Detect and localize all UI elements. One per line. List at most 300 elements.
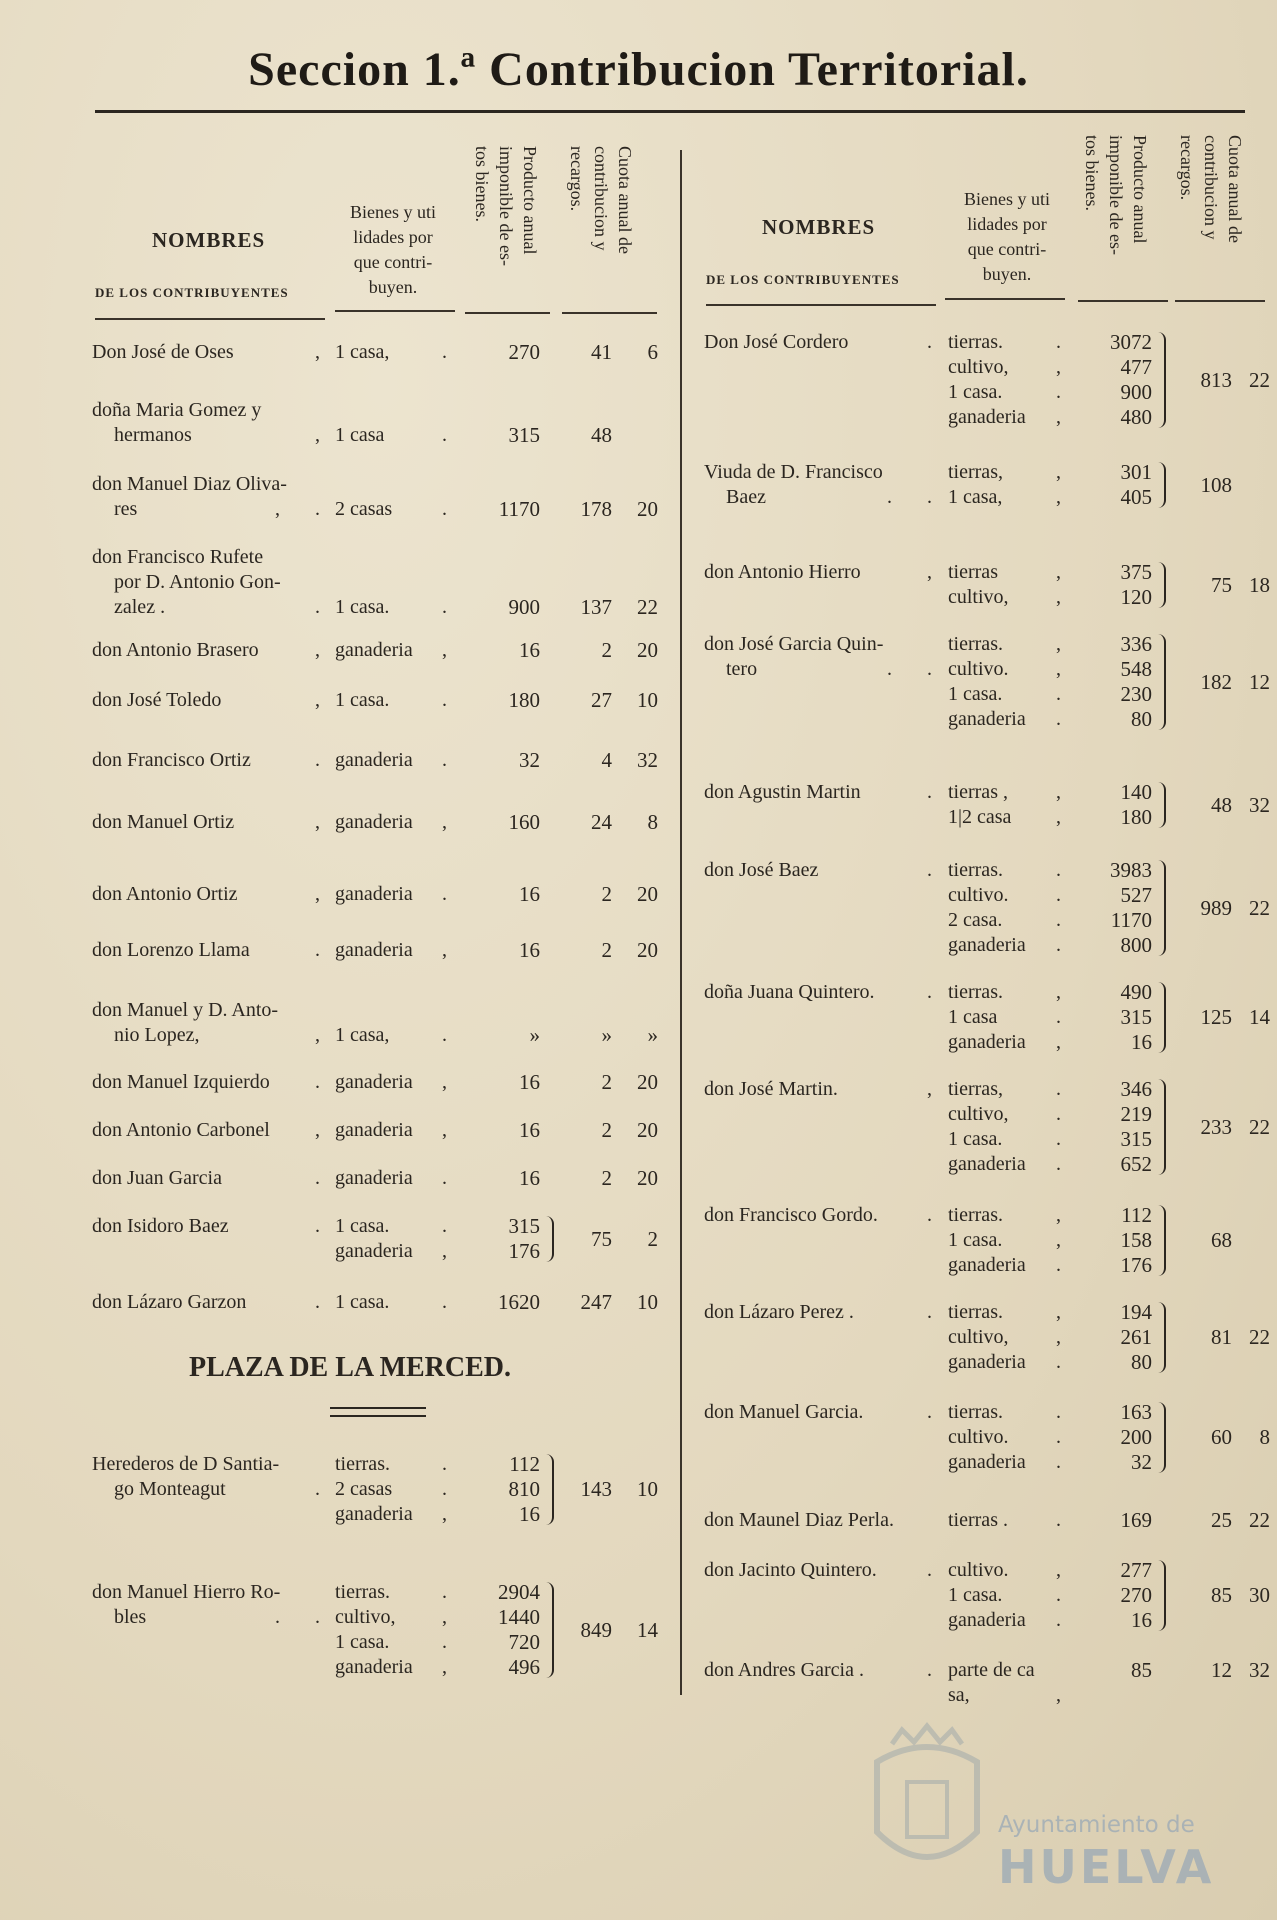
property-punctuation: . (1056, 1609, 1061, 1631)
property-punctuation: , (442, 1606, 447, 1628)
product-value: 800 (1120, 933, 1152, 957)
product-value: 176 (508, 1239, 540, 1263)
property-item: ganaderia (948, 1254, 1026, 1276)
property-punctuation: , (1056, 1559, 1061, 1581)
property-item: cultivo, (948, 356, 1009, 378)
property-item: 1 casa. (335, 1631, 390, 1653)
contributor-name: don Manuel Hierro Ro- (92, 1581, 281, 1603)
title-rule (95, 110, 1245, 113)
cuota-fraction: 20 (637, 497, 658, 521)
grouping-brace (1158, 982, 1166, 1053)
property-item: 1 casa. (335, 1291, 390, 1313)
contributor-name: don Antonio Hierro (704, 561, 861, 583)
contributor-name: Baez (726, 486, 766, 508)
name-punctuation: . (927, 331, 932, 353)
property-item: 1 casa (335, 424, 385, 446)
property-item: ganaderia (335, 883, 413, 905)
product-value: 315 (508, 423, 540, 447)
contributor-name: doña Juana Quintero. (704, 981, 875, 1003)
product-value: 375 (1120, 560, 1152, 584)
name-punctuation: . (887, 658, 892, 680)
property-punctuation: , (1056, 406, 1061, 428)
property-punctuation: . (1056, 331, 1061, 353)
property-item: sa, (948, 1684, 970, 1706)
property-item: ganaderia (335, 749, 413, 771)
contributor-name: don Antonio Ortiz (92, 883, 238, 905)
product-value: 16 (519, 1118, 540, 1142)
cuota-fraction: 30 (1249, 1583, 1270, 1607)
contributor-name: go Monteagut (114, 1478, 226, 1500)
contributor-name: don Lorenzo Llama (92, 939, 250, 961)
property-punctuation: . (1056, 909, 1061, 931)
property-punctuation: . (1056, 1584, 1061, 1606)
cuota-amount: 48 (591, 423, 612, 447)
product-value: 16 (519, 938, 540, 962)
contributor-name: Don José de Oses (92, 341, 234, 363)
property-item: 2 casas (335, 1478, 393, 1500)
property-item: 1 casa. (948, 381, 1003, 403)
property-punctuation: , (1056, 561, 1061, 583)
product-value: 194 (1120, 1300, 1152, 1324)
name-punctuation: . (927, 486, 932, 508)
left-header-contribuyentes: DE LOS CONTRIBUYENTES (95, 285, 289, 300)
property-punctuation: . (442, 1291, 447, 1313)
grouping-brace (1158, 1560, 1166, 1631)
product-value: 277 (1120, 1558, 1152, 1582)
property-item: ganaderia (948, 934, 1026, 956)
cuota-amount: 182 (1200, 669, 1232, 694)
product-value: 477 (1120, 355, 1152, 379)
property-item: ganaderia (948, 1031, 1026, 1053)
property-item: 1 casa. (948, 683, 1003, 705)
property-punctuation: . (442, 1167, 447, 1189)
grouping-brace (1158, 1302, 1166, 1373)
property-item: tierras. (948, 331, 1003, 353)
product-value: 270 (1120, 1583, 1152, 1607)
cuota-fraction: 20 (637, 882, 658, 906)
name-punctuation: . (927, 981, 932, 1003)
property-punctuation: , (1056, 1204, 1061, 1226)
property-item: 2 casa. (948, 909, 1003, 931)
product-value: 301 (1120, 460, 1152, 484)
cuota-amount: 75 (1211, 572, 1232, 597)
product-value: 180 (508, 688, 540, 712)
property-punctuation: , (1056, 1326, 1061, 1348)
name-punctuation: . (315, 1291, 320, 1313)
contributor-name: don José Martin. (704, 1078, 838, 1100)
name-punctuation: . (315, 1071, 320, 1093)
product-value: 1170 (498, 497, 540, 521)
cuota-amount: 60 (1211, 1425, 1232, 1449)
property-item: tierras. (948, 1301, 1003, 1323)
cuota-amount: 108 (1200, 472, 1232, 497)
left-header-cuota: Cuota anual de contribucion y recargos. (567, 146, 635, 254)
property-punctuation: . (442, 689, 447, 711)
product-value: 3983 (1110, 858, 1152, 882)
name-punctuation: . (927, 1659, 932, 1681)
property-punctuation: . (442, 1631, 447, 1653)
cuota-amount: 24 (591, 810, 612, 834)
grouping-brace (1158, 562, 1166, 608)
name-punctuation: . (887, 486, 892, 508)
cuota-fraction: 20 (637, 638, 658, 662)
product-value: 900 (508, 595, 540, 619)
property-punctuation: , (1056, 586, 1061, 608)
contributor-name: por D. Antonio Gon- (114, 571, 281, 593)
contributor-name: don José Toledo (92, 689, 222, 711)
property-item: tierras. (948, 633, 1003, 655)
contributor-name: don Agustin Martin (704, 781, 861, 803)
property-punctuation: , (1056, 633, 1061, 655)
cuota-amount: 81 (1211, 1325, 1232, 1349)
name-punctuation: . (315, 1215, 320, 1237)
name-punctuation: , (315, 811, 320, 833)
product-value: 315 (1120, 1005, 1152, 1029)
property-punctuation: . (1056, 1426, 1061, 1448)
name-punctuation: . (315, 498, 320, 520)
contributor-name: don José Baez (704, 859, 819, 881)
property-punctuation: . (1056, 683, 1061, 705)
property-item: ganaderia (335, 1503, 413, 1525)
property-item: tierras. (335, 1453, 390, 1475)
cuota-amount: 75 (591, 1226, 612, 1251)
contributor-name: Herederos de D Santia- (92, 1453, 280, 1475)
property-item: parte de ca (948, 1659, 1035, 1681)
cuota-fraction: 20 (637, 1166, 658, 1190)
property-punctuation: , (442, 1119, 447, 1141)
contributor-name: bles (114, 1606, 147, 1628)
property-punctuation: , (1056, 1229, 1061, 1251)
property-punctuation: . (1056, 884, 1061, 906)
property-punctuation: . (442, 424, 447, 446)
name-punctuation: . (927, 658, 932, 680)
cuota-amount: 849 (580, 1617, 612, 1642)
property-punctuation: . (1056, 1451, 1061, 1473)
cuota-fraction: 10 (637, 1477, 658, 1501)
product-value: 80 (1131, 1350, 1152, 1374)
property-item: tierras. (948, 981, 1003, 1003)
contributor-name: don Francisco Gordo. (704, 1204, 878, 1226)
property-punctuation: . (442, 341, 447, 363)
name-punctuation: . (275, 1606, 280, 1628)
right-header-cuota: Cuota anual de contribucion y recargos. (1177, 135, 1245, 243)
property-punctuation: . (442, 1478, 447, 1500)
product-value: 1170 (1110, 908, 1152, 932)
property-punctuation: , (442, 1071, 447, 1093)
name-punctuation: , (315, 1024, 320, 1046)
cuota-fraction: 14 (1249, 1005, 1270, 1029)
contributor-name: don Manuel y D. Anto- (92, 999, 279, 1021)
product-value: 810 (508, 1477, 540, 1501)
property-punctuation: , (442, 1240, 447, 1262)
name-punctuation: . (927, 859, 932, 881)
cuota-fraction: 20 (637, 1118, 658, 1142)
coat-of-arms-watermark-icon (862, 1722, 992, 1882)
property-item: 1 casa. (948, 1584, 1003, 1606)
product-value: 160 (508, 810, 540, 834)
property-punctuation: , (442, 639, 447, 661)
cuota-amount: 813 (1200, 367, 1232, 392)
left-header-rule (335, 310, 455, 312)
product-value: 16 (519, 1502, 540, 1526)
cuota-fraction: 22 (1249, 367, 1270, 392)
left-header-bienes: Bienes y uti lidades por que contri- buyen. (350, 202, 436, 297)
product-value: 405 (1120, 485, 1152, 509)
contributor-name: don Francisco Rufete (92, 546, 264, 568)
property-punctuation: , (442, 939, 447, 961)
name-punctuation: . (927, 1301, 932, 1323)
name-punctuation: , (927, 1078, 932, 1100)
product-value: 261 (1120, 1325, 1152, 1349)
property-item: tierras. (948, 1401, 1003, 1423)
property-item: cultivo. (948, 1559, 1009, 1581)
property-punctuation: , (1056, 461, 1061, 483)
name-punctuation: . (927, 1204, 932, 1226)
property-punctuation: . (1056, 1103, 1061, 1125)
property-punctuation: . (1056, 1401, 1061, 1423)
property-item: 2 casas (335, 498, 393, 520)
cuota-amount: 989 (1200, 895, 1232, 920)
property-item: ganaderia (335, 1240, 413, 1262)
grouping-brace (1158, 1079, 1166, 1175)
contributor-name: don Lázaro Garzon (92, 1291, 247, 1313)
property-item: tierras . (948, 1509, 1008, 1531)
cuota-amount: 2 (601, 638, 612, 662)
property-item: 1 casa. (335, 596, 390, 618)
property-item: 1 casa (948, 1006, 998, 1028)
right-header-rule (706, 304, 936, 306)
contributor-name: don Andres Garcia . (704, 1659, 864, 1681)
property-item: tierras. (948, 859, 1003, 881)
product-value: 200 (1120, 1425, 1152, 1449)
product-value: 112 (1121, 1203, 1152, 1227)
contributor-name: don Manuel Diaz Oliva- (92, 473, 287, 495)
name-punctuation: , (315, 689, 320, 711)
property-item: cultivo. (948, 658, 1009, 680)
product-value: » (529, 1023, 540, 1047)
grouping-brace (1158, 860, 1166, 956)
cuota-fraction: » (647, 1023, 658, 1047)
grouping-brace (1158, 462, 1166, 508)
property-item: tierras, (948, 1078, 1003, 1100)
property-item: ganaderia (948, 708, 1026, 730)
product-value: 480 (1120, 405, 1152, 429)
contributor-name: don Isidoro Baez (92, 1215, 229, 1237)
cuota-amount: 2 (601, 938, 612, 962)
property-punctuation: . (442, 1215, 447, 1237)
property-item: 1|2 casa (948, 806, 1012, 828)
right-header-rule (945, 298, 1065, 300)
property-punctuation: , (442, 1503, 447, 1525)
product-value: 80 (1131, 707, 1152, 731)
property-punctuation: . (442, 1024, 447, 1046)
product-value: 2904 (498, 1580, 540, 1604)
name-punctuation: , (315, 639, 320, 661)
left-header-producto: Producto anual imponible de es- tos bienes. (472, 146, 540, 266)
contributor-name: don Jacinto Quintero. (704, 1559, 877, 1581)
product-value: 85 (1131, 1658, 1152, 1682)
right-header-bienes: Bienes y uti lidades por que contri- buyen. (964, 189, 1050, 284)
contributor-name: zalez . (114, 596, 166, 618)
cuota-fraction: 22 (1249, 1508, 1270, 1532)
property-punctuation: . (1056, 1006, 1061, 1028)
left-header-rule (465, 312, 550, 314)
property-item: tierras (948, 561, 998, 583)
property-punctuation: , (1056, 981, 1061, 1003)
property-punctuation: , (442, 811, 447, 833)
contributor-name: don Antonio Brasero (92, 639, 259, 661)
cuota-fraction: 22 (1249, 1325, 1270, 1349)
property-punctuation: . (442, 1581, 447, 1603)
property-item: ganaderia (335, 1167, 413, 1189)
name-punctuation: . (927, 1401, 932, 1423)
property-item: cultivo. (948, 884, 1009, 906)
property-item: cultivo, (335, 1606, 396, 1628)
grouping-brace (1158, 782, 1166, 828)
property-punctuation: , (1056, 806, 1061, 828)
product-value: 336 (1120, 632, 1152, 656)
watermark-text: Ayuntamiento de (998, 1812, 1195, 1838)
cuota-amount: 178 (580, 497, 612, 521)
property-punctuation: . (1056, 1351, 1061, 1373)
property-item: 1 casa. (948, 1128, 1003, 1150)
grouping-brace (1158, 1402, 1166, 1473)
product-value: 900 (1120, 380, 1152, 404)
product-value: 315 (1120, 1127, 1152, 1151)
cuota-fraction: 20 (637, 938, 658, 962)
cuota-fraction: 22 (637, 595, 658, 619)
product-value: 496 (508, 1655, 540, 1679)
grouping-brace (1158, 1205, 1166, 1276)
property-punctuation: , (1056, 356, 1061, 378)
property-punctuation: . (1056, 1153, 1061, 1175)
property-punctuation: . (442, 596, 447, 618)
name-punctuation: . (315, 1478, 320, 1500)
name-punctuation: . (315, 749, 320, 771)
cuota-amount: 2 (601, 1118, 612, 1142)
product-value: 112 (509, 1452, 540, 1476)
product-value: 720 (508, 1630, 540, 1654)
grouping-brace (1158, 332, 1166, 428)
property-punctuation: , (1056, 781, 1061, 803)
product-value: 16 (1131, 1030, 1152, 1054)
cuota-fraction: 10 (637, 688, 658, 712)
name-punctuation: . (927, 1559, 932, 1581)
name-punctuation: . (927, 781, 932, 803)
right-header-rule (1175, 300, 1265, 302)
property-item: cultivo, (948, 1326, 1009, 1348)
name-punctuation: , (315, 424, 320, 446)
product-value: 1620 (498, 1290, 540, 1314)
product-value: 3072 (1110, 330, 1152, 354)
cuota-amount: 2 (601, 1166, 612, 1190)
product-value: 169 (1120, 1508, 1152, 1532)
contributor-name: doña Maria Gomez y (92, 399, 262, 421)
watermark-logo-text: HUELVA (998, 1840, 1215, 1894)
column-divider (680, 150, 682, 1695)
property-item: ganaderia (948, 406, 1026, 428)
property-item: ganaderia (335, 811, 413, 833)
contributor-name: Viuda de D. Francisco (704, 461, 883, 483)
cuota-fraction: 18 (1249, 572, 1270, 597)
cuota-amount: 25 (1211, 1508, 1232, 1532)
property-item: cultivo. (948, 1426, 1009, 1448)
product-value: 527 (1120, 883, 1152, 907)
cuota-amount: 125 (1200, 1005, 1232, 1029)
name-punctuation: . (315, 1606, 320, 1628)
property-punctuation: . (1056, 1509, 1061, 1531)
property-item: ganaderia (335, 1071, 413, 1093)
contributor-name: don Lázaro Perez . (704, 1301, 854, 1323)
cuota-amount: 233 (1200, 1114, 1232, 1139)
property-item: ganaderia (335, 939, 413, 961)
cuota-amount: » (601, 1023, 612, 1047)
property-punctuation: . (442, 883, 447, 905)
cuota-fraction: 32 (1249, 1658, 1270, 1682)
right-header-producto: Producto anual imponible de es- tos bienes. (1082, 135, 1150, 255)
cuota-fraction: 2 (647, 1226, 658, 1251)
cuota-fraction: 10 (637, 1290, 658, 1314)
contributor-name: don Juan Garcia (92, 1167, 222, 1189)
cuota-fraction: 32 (637, 748, 658, 772)
property-punctuation: , (1056, 658, 1061, 680)
property-punctuation: , (1056, 1684, 1061, 1706)
contributor-name: don Francisco Ortiz (92, 749, 251, 771)
product-value: 219 (1120, 1102, 1152, 1126)
property-item: tierras. (948, 1204, 1003, 1226)
product-value: 652 (1120, 1152, 1152, 1176)
product-value: 32 (1131, 1450, 1152, 1474)
name-punctuation: . (315, 939, 320, 961)
contributor-name: res (114, 498, 138, 520)
contributor-name: Don José Cordero (704, 331, 849, 353)
property-item: 1 casa. (335, 1215, 390, 1237)
property-item: tierras, (948, 461, 1003, 483)
cuota-amount: 2 (601, 1070, 612, 1094)
cuota-amount: 27 (591, 688, 612, 712)
cuota-amount: 137 (580, 595, 612, 619)
name-punctuation: , (315, 883, 320, 905)
cuota-fraction: 8 (647, 810, 658, 834)
product-value: 163 (1120, 1400, 1152, 1424)
property-punctuation: , (1056, 1301, 1061, 1323)
property-item: 1 casa, (335, 1024, 390, 1046)
left-header-rule (95, 318, 325, 320)
property-item: cultivo, (948, 586, 1009, 608)
property-item: ganaderia (948, 1351, 1026, 1373)
property-punctuation: . (1056, 1254, 1061, 1276)
contributor-name: tero (726, 658, 758, 680)
cuota-fraction: 32 (1249, 792, 1270, 817)
grouping-brace (1158, 634, 1166, 730)
name-punctuation: , (315, 1119, 320, 1141)
cuota-fraction: 6 (647, 340, 658, 364)
cuota-amount: 85 (1211, 1583, 1232, 1607)
cuota-amount: 12 (1211, 1658, 1232, 1682)
name-punctuation: . (315, 1167, 320, 1189)
property-item: ganaderia (948, 1153, 1026, 1175)
property-punctuation: , (442, 1656, 447, 1678)
product-value: 548 (1120, 657, 1152, 681)
property-punctuation: . (1056, 708, 1061, 730)
cuota-fraction: 8 (1259, 1425, 1270, 1449)
name-punctuation: , (275, 498, 280, 520)
contributor-name: hermanos (114, 424, 192, 446)
cuota-amount: 41 (591, 340, 612, 364)
product-value: 140 (1120, 780, 1152, 804)
property-item: tierras , (948, 781, 1008, 803)
cuota-amount: 2 (601, 882, 612, 906)
